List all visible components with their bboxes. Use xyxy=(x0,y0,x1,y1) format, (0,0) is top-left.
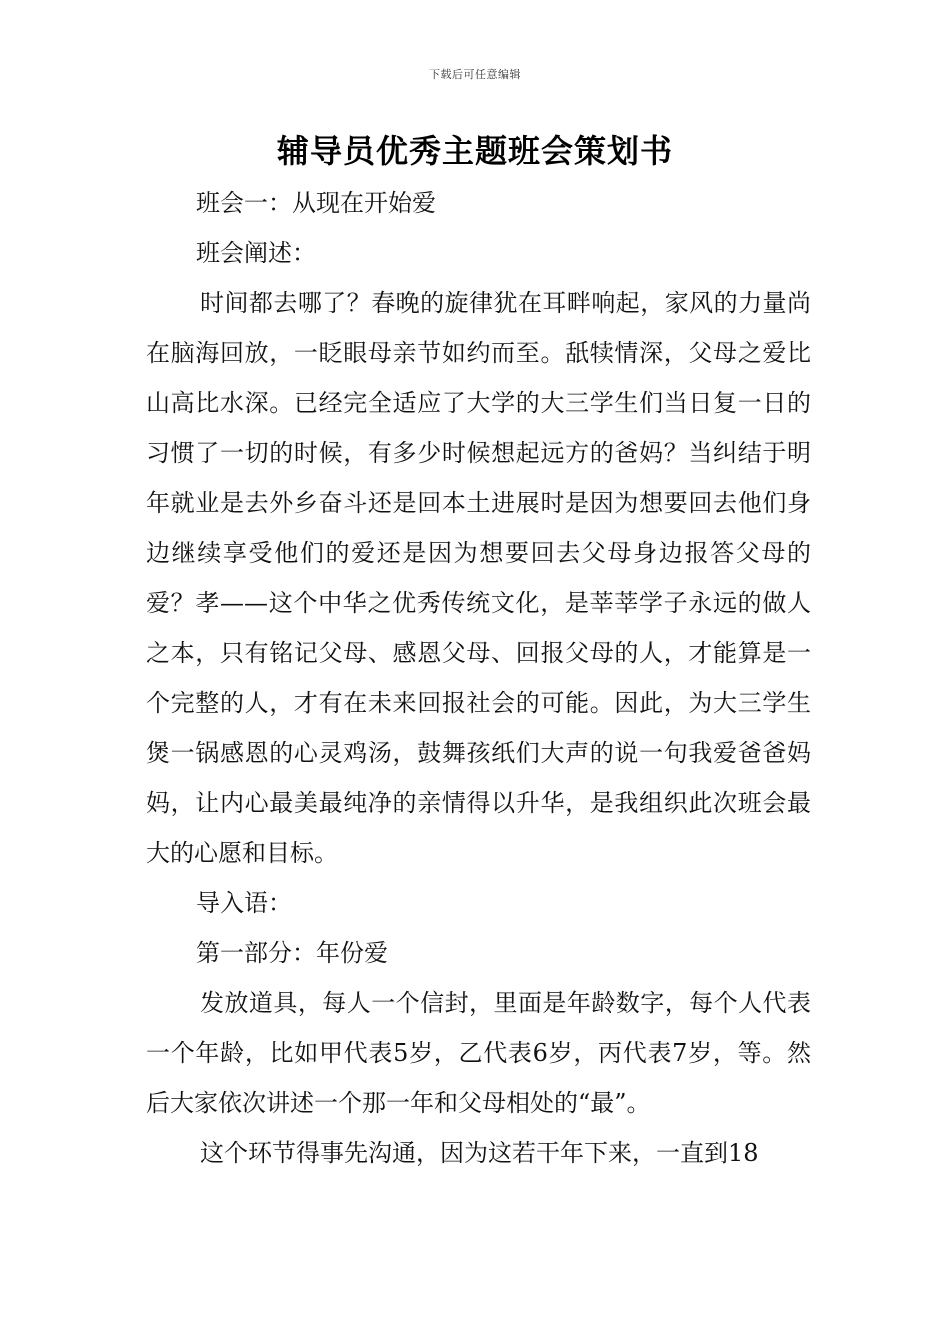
paragraph-description-body: 时间都去哪了？春晚的旋律犹在耳畔响起，家风的力量尚在脑海回放，一眨眼母亲节如约而至。舐犊情深，父母之爱比山高比水深。已经完全适应了大学的大三学生们当日复一日的习惯了一切的时候，有多少时候想起远方的爸妈？当纠结于明年就业是去外乡奋斗还是回本土进展时是因为想要回去他们身边继续享受他们的爱还是因为想要回去父母身边报答父母的爱？孝——这个中华之优秀传统文化，是莘莘学子永远的做人之本，只有铭记父母、感恩父母、回报父母的人，才能算是一个完整的人，才有在未来回报社会的可能。因此，为大三学生煲一锅感恩的心灵鸡汤，鼓舞孩纸们大声的说一句我爱爸爸妈妈，让内心最美最纯净的亲情得以升华，是我组织此次班会最大的心愿和目标。 xyxy=(146,289,811,867)
paragraph-part-one-note: 这个环节得事先沟通，因为这若干年下来，一直到18 xyxy=(200,1139,759,1167)
document-title: 辅导员优秀主题班会策划书 xyxy=(276,132,673,170)
document-body xyxy=(146,178,811,1178)
paragraph-intro-label: 导入语： xyxy=(196,889,292,917)
paragraph-description-label: 班会阐述： xyxy=(196,239,316,267)
header-note: 下载后可任意编辑 xyxy=(429,68,521,81)
paragraph-part-one-body: 发放道具，每人一个信封，里面是年龄数字，每个人代表一个年龄，比如甲代表5岁，乙代表6岁，丙代表7岁，等。然后大家依次讲述一个那一年和父母相处的“最”。 xyxy=(146,989,811,1117)
paragraph-class-meeting-heading: 班会一：从现在开始爱 xyxy=(196,189,436,217)
paragraph-part-one-heading: 第一部分：年份爱 xyxy=(196,939,388,967)
